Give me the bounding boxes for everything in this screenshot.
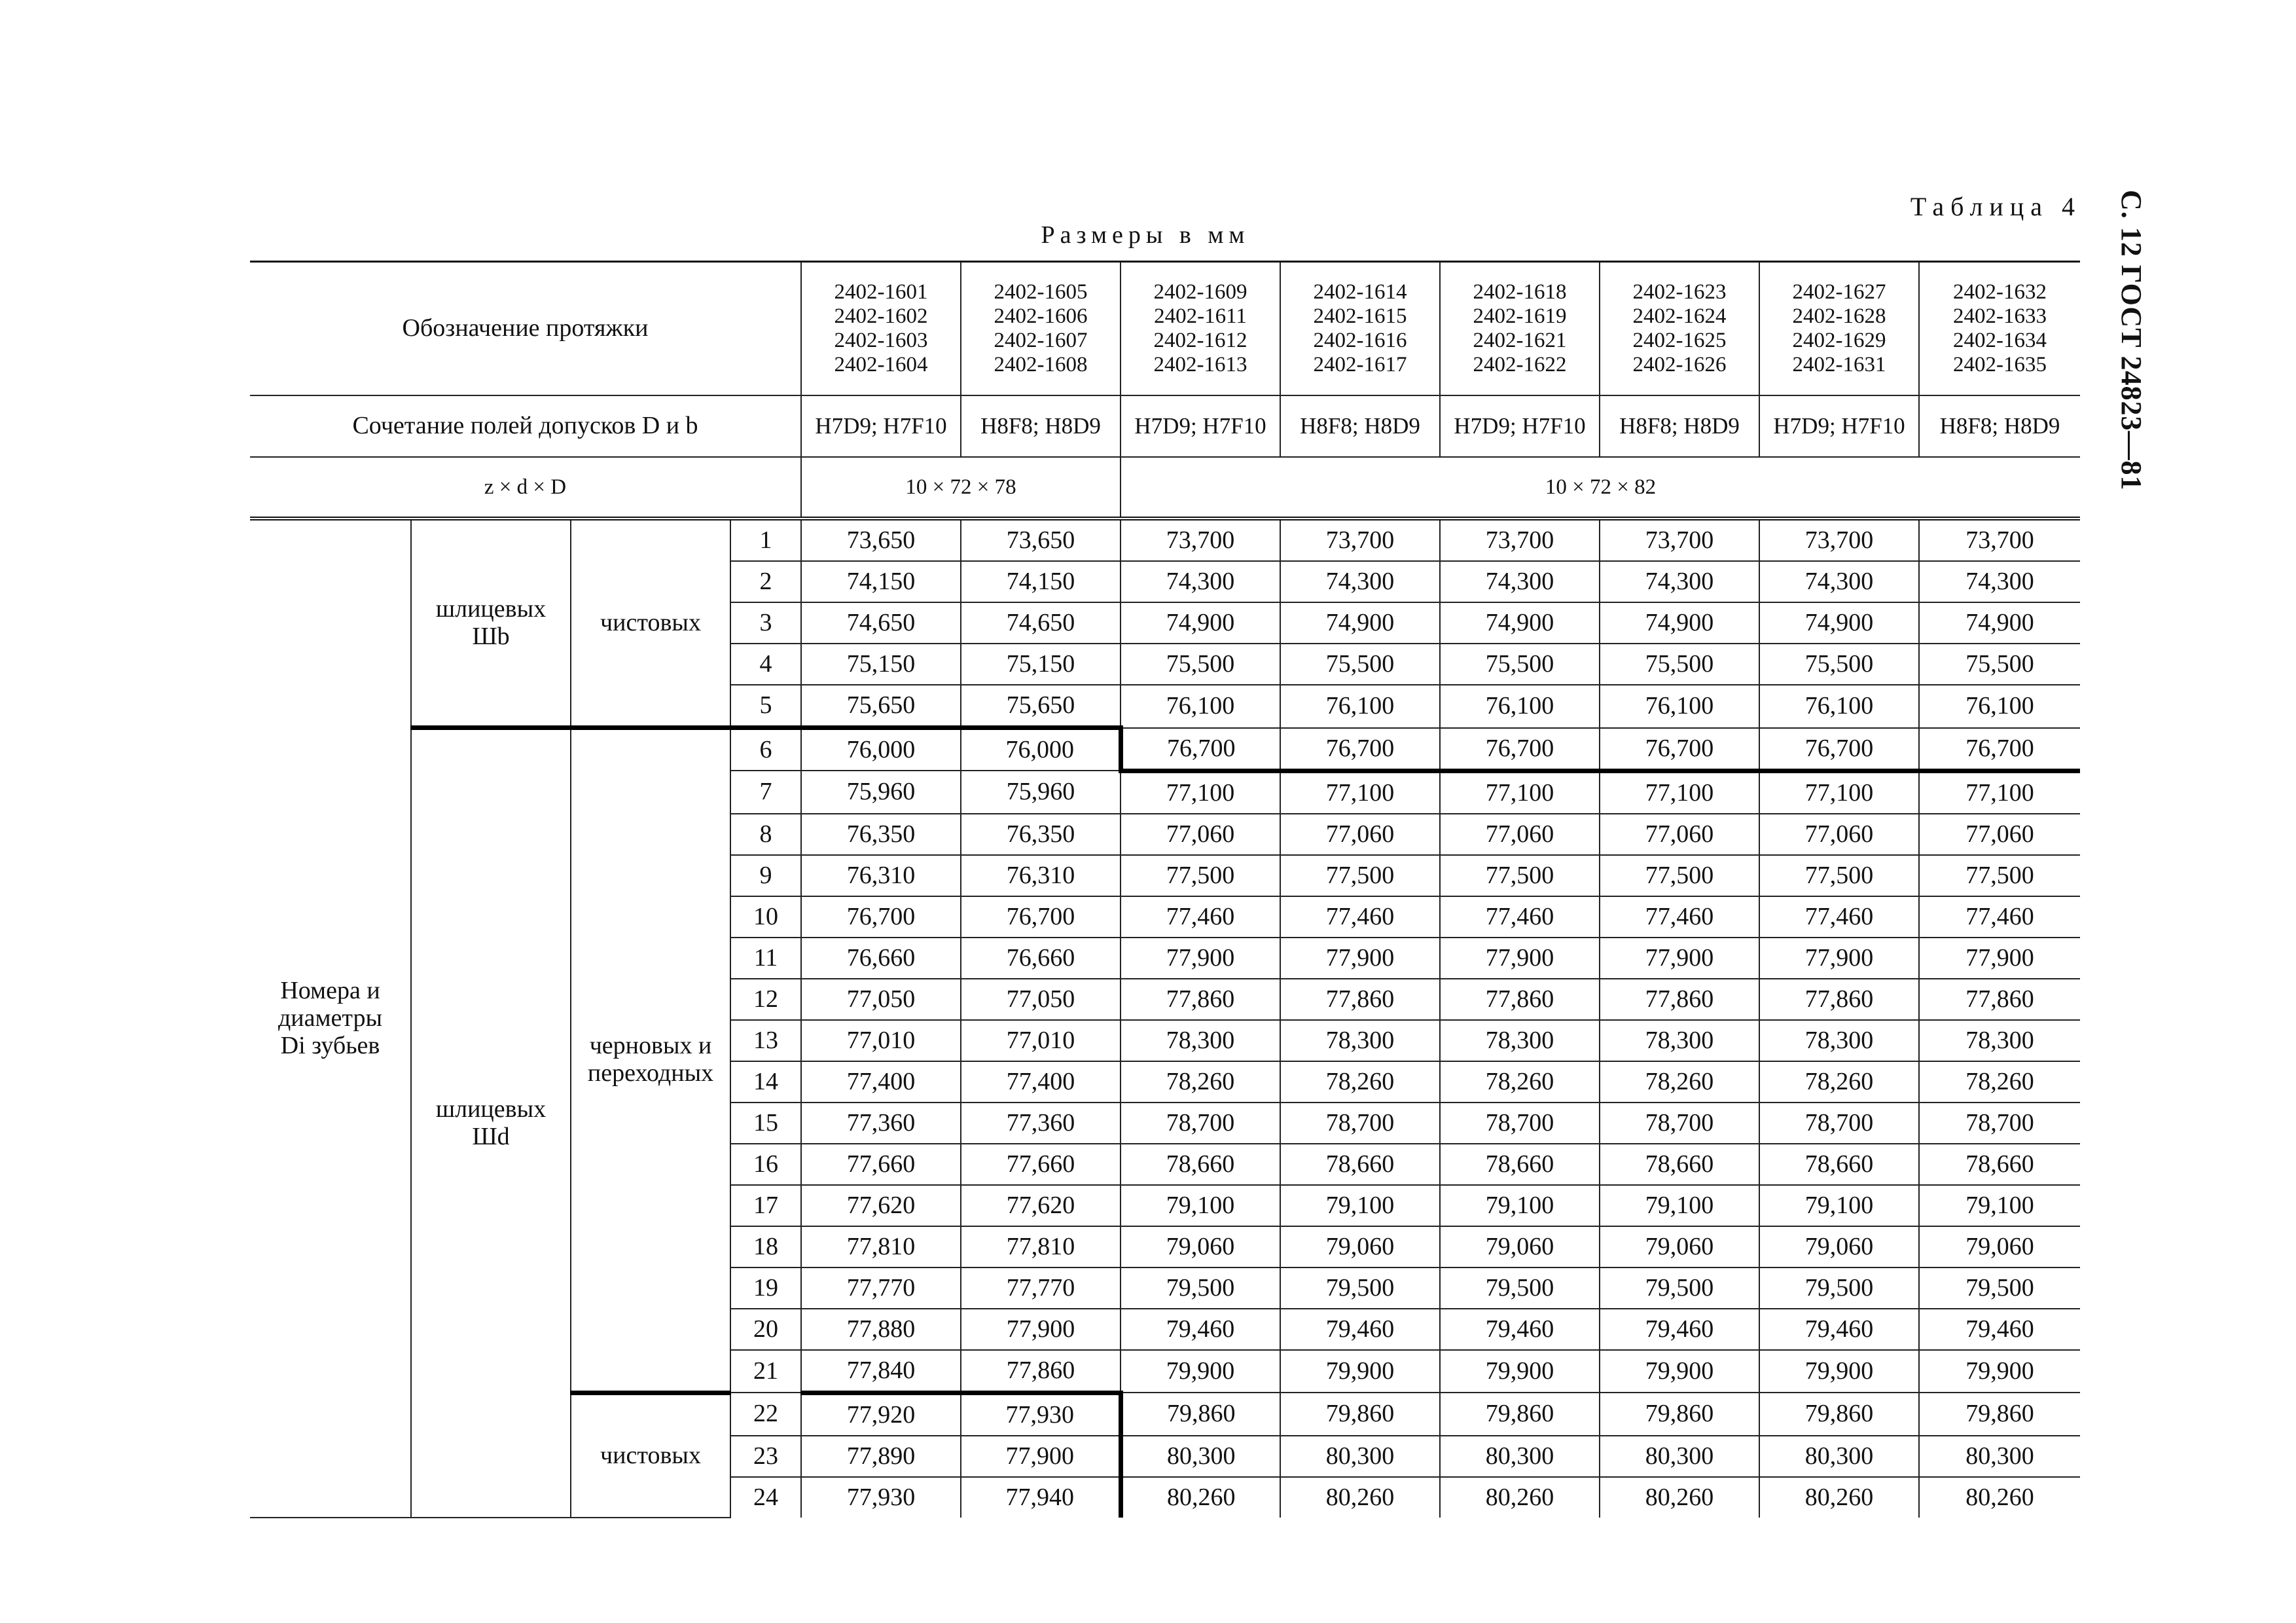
- diameter-value: 73,700: [1121, 519, 1280, 561]
- diameter-value: 77,900: [1280, 938, 1440, 979]
- code: 2402-1633: [1953, 304, 2047, 329]
- tooth-number: 18: [730, 1226, 801, 1267]
- diameter-value: 73,650: [801, 519, 961, 561]
- diameter-value: 76,700: [1600, 728, 1759, 771]
- diameter-value: 77,900: [1919, 938, 2080, 979]
- tooth-number: 10: [730, 896, 801, 938]
- diameter-value: 74,300: [1440, 561, 1600, 602]
- diameter-value: 78,700: [1440, 1103, 1600, 1144]
- diameter-value: 75,650: [801, 685, 961, 728]
- diameter-value: 75,150: [961, 644, 1121, 685]
- diameter-value: 77,460: [1600, 896, 1759, 938]
- diameter-value: 74,650: [961, 602, 1121, 644]
- diameter-value: 77,010: [801, 1020, 961, 1061]
- diameter-value: 76,000: [961, 728, 1121, 771]
- code: 2402-1615: [1313, 304, 1407, 329]
- tooth-number: 23: [730, 1436, 801, 1477]
- table-row: [250, 519, 2080, 561]
- header-row-size: [250, 457, 2080, 519]
- diameter-value: 78,260: [1600, 1061, 1759, 1103]
- diameter-value: 79,860: [1919, 1393, 2080, 1436]
- diameter-value: 77,460: [1280, 896, 1440, 938]
- code: 2402-1616: [1313, 329, 1407, 352]
- diameter-value: 75,650: [961, 685, 1121, 728]
- diameter-value: 77,930: [961, 1393, 1121, 1436]
- page-side-title: [2114, 190, 2153, 491]
- diameter-value: 77,060: [1280, 814, 1440, 855]
- diameter-value: 77,900: [961, 1309, 1121, 1350]
- diameter-value: 76,700: [801, 896, 961, 938]
- diameter-value: 77,100: [1919, 771, 2080, 814]
- diameter-value: 77,660: [961, 1144, 1121, 1185]
- code: 2402-1623: [1632, 280, 1727, 304]
- diameter-value: 79,460: [1280, 1309, 1440, 1350]
- diameter-value: 74,900: [1440, 602, 1600, 644]
- diameter-value: 77,900: [1121, 938, 1280, 979]
- diameter-value: 77,500: [1919, 855, 2080, 896]
- code: 2402-1617: [1313, 352, 1407, 376]
- diameter-value: 79,460: [1440, 1309, 1600, 1350]
- diameter-value: 78,660: [1919, 1144, 2080, 1185]
- label-line: черновых и: [589, 1032, 712, 1060]
- diameter-value: 77,810: [801, 1226, 961, 1267]
- tolerance-label: Сочетание полей допусков D и b: [250, 395, 801, 457]
- diameter-value: 79,860: [1121, 1393, 1280, 1436]
- size-group-82: 10 × 72 × 82: [1121, 457, 2080, 519]
- diameter-value: 78,260: [1440, 1061, 1600, 1103]
- diameter-value: 74,150: [961, 561, 1121, 602]
- label-line: переходных: [587, 1059, 714, 1087]
- diameter-value: 78,300: [1759, 1020, 1919, 1061]
- diameter-value: 80,300: [1280, 1436, 1440, 1477]
- diameter-value: 73,700: [1919, 519, 2080, 561]
- diameter-value: 77,900: [961, 1436, 1121, 1477]
- diameter-value: 73,700: [1440, 519, 1600, 561]
- diameter-value: 79,860: [1600, 1393, 1759, 1436]
- tolerance-cell: H8F8; H8D9: [961, 395, 1121, 457]
- tooth-number: 14: [730, 1061, 801, 1103]
- diameter-value: 80,260: [1121, 1477, 1280, 1518]
- diameter-value: 77,400: [961, 1061, 1121, 1103]
- tooth-number: 13: [730, 1020, 801, 1061]
- diameter-value: 74,900: [1121, 602, 1280, 644]
- diameter-value: 78,700: [1919, 1103, 2080, 1144]
- diameter-value: 75,500: [1759, 644, 1919, 685]
- diameter-value: 77,770: [961, 1267, 1121, 1309]
- diameter-value: 79,900: [1440, 1350, 1600, 1393]
- diameter-value: 75,960: [801, 771, 961, 814]
- code: 2402-1603: [834, 329, 928, 352]
- diameter-value: 79,900: [1280, 1350, 1440, 1393]
- code: 2402-1604: [834, 352, 928, 376]
- diameter-value: 73,700: [1600, 519, 1759, 561]
- diameter-value: 75,150: [801, 644, 961, 685]
- units-caption: Размеры в мм: [1041, 221, 1250, 249]
- diameter-value: 77,460: [1919, 896, 2080, 938]
- diameter-value: 76,100: [1121, 685, 1280, 728]
- diameter-value: 77,460: [1759, 896, 1919, 938]
- code: 2402-1627: [1792, 280, 1886, 304]
- diameter-value: 74,300: [1759, 561, 1919, 602]
- designation-label: Обозначение протяжки: [250, 262, 801, 396]
- label-line: шлицевых: [435, 1095, 547, 1123]
- diameter-value: 79,860: [1759, 1393, 1919, 1436]
- diameter-value: 80,300: [1600, 1436, 1759, 1477]
- tooth-number: 9: [730, 855, 801, 896]
- tolerance-cell: H8F8; H8D9: [1919, 395, 2080, 457]
- diameter-value: 78,700: [1280, 1103, 1440, 1144]
- tolerance-cell: H7D9; H7F10: [1121, 395, 1280, 457]
- diameter-value: 78,660: [1280, 1144, 1440, 1185]
- diameter-value: 76,100: [1759, 685, 1919, 728]
- code: 2402-1608: [994, 352, 1088, 376]
- diameter-value: 74,900: [1280, 602, 1440, 644]
- diameter-value: 77,860: [1600, 979, 1759, 1020]
- code: 2402-1631: [1792, 352, 1886, 376]
- diameter-value: 76,700: [1759, 728, 1919, 771]
- diameter-value: 77,620: [801, 1185, 961, 1226]
- diameter-value: 78,660: [1600, 1144, 1759, 1185]
- diameter-value: 78,660: [1759, 1144, 1919, 1185]
- tooth-number: 6: [730, 728, 801, 771]
- diameter-value: 77,930: [801, 1477, 961, 1518]
- finishing-label-2: чистовых: [571, 1393, 730, 1518]
- diameter-value: 79,460: [1600, 1309, 1759, 1350]
- diameter-value: 79,100: [1919, 1185, 2080, 1226]
- code: 2402-1602: [834, 304, 928, 329]
- diameter-value: 74,650: [801, 602, 961, 644]
- diameter-value: 79,100: [1759, 1185, 1919, 1226]
- diameter-value: 77,500: [1600, 855, 1759, 896]
- diameter-value: 76,310: [961, 855, 1121, 896]
- diameter-value: 77,100: [1600, 771, 1759, 814]
- code: 2402-1619: [1473, 304, 1567, 329]
- finishing-label: чистовых: [571, 519, 730, 728]
- code: 2402-1606: [994, 304, 1088, 329]
- code: 2402-1607: [994, 329, 1088, 352]
- table-label: Таблица 4: [1910, 192, 2081, 221]
- diameter-value: 79,460: [1759, 1309, 1919, 1350]
- size-group-78: 10 × 72 × 78: [801, 457, 1121, 519]
- tooth-number: 16: [730, 1144, 801, 1185]
- diameter-value: 79,060: [1280, 1226, 1440, 1267]
- diameter-value: 75,500: [1280, 644, 1440, 685]
- diameter-value: 79,500: [1440, 1267, 1600, 1309]
- page-side-title-text: С. 12 ГОСТ 24823—81: [2115, 190, 2147, 491]
- tooth-number: 15: [730, 1103, 801, 1144]
- diameter-value: 79,460: [1919, 1309, 2080, 1350]
- diameter-value: 80,300: [1121, 1436, 1280, 1477]
- diameter-value: 78,700: [1121, 1103, 1280, 1144]
- diameter-value: 76,100: [1600, 685, 1759, 728]
- diameter-value: 80,260: [1600, 1477, 1759, 1518]
- code: 2402-1612: [1153, 329, 1247, 352]
- diameter-value: 77,500: [1440, 855, 1600, 896]
- diameter-value: 79,900: [1919, 1350, 2080, 1393]
- code: 2402-1601: [834, 280, 928, 304]
- diameter-value: 79,900: [1121, 1350, 1280, 1393]
- diameter-value: 79,860: [1280, 1393, 1440, 1436]
- diameter-value: 73,700: [1759, 519, 1919, 561]
- diameter-value: 80,300: [1440, 1436, 1600, 1477]
- diameter-value: 78,300: [1600, 1020, 1759, 1061]
- diameter-value: 78,260: [1280, 1061, 1440, 1103]
- diameter-value: 78,260: [1919, 1061, 2080, 1103]
- label-line: Шd: [472, 1122, 510, 1150]
- diameter-value: 77,060: [1600, 814, 1759, 855]
- diameter-value: 77,100: [1759, 771, 1919, 814]
- diameter-value: 76,660: [801, 938, 961, 979]
- diameter-value: 77,060: [1759, 814, 1919, 855]
- diameter-value: 77,840: [801, 1350, 961, 1393]
- diameter-value: 78,300: [1121, 1020, 1280, 1061]
- diameter-value: 76,000: [801, 728, 961, 771]
- diameter-value: 80,300: [1759, 1436, 1919, 1477]
- label-line: Номера и: [280, 977, 380, 1005]
- label-line: шлицевых: [435, 594, 547, 623]
- tooth-number: 22: [730, 1393, 801, 1436]
- diameter-value: 79,500: [1121, 1267, 1280, 1309]
- diameter-value: 77,050: [801, 979, 961, 1020]
- diameter-value: 77,360: [801, 1103, 961, 1144]
- codes-cell: [961, 262, 1121, 396]
- diameter-value: 77,010: [961, 1020, 1121, 1061]
- diameter-value: 77,100: [1440, 771, 1600, 814]
- diameter-value: 79,500: [1600, 1267, 1759, 1309]
- diameter-value: 77,500: [1121, 855, 1280, 896]
- diameter-value: 77,620: [961, 1185, 1121, 1226]
- tolerance-cell: H7D9; H7F10: [801, 395, 961, 457]
- diameter-value: 78,260: [1121, 1061, 1280, 1103]
- diameter-value: 79,100: [1121, 1185, 1280, 1226]
- diameter-value: 80,260: [1759, 1477, 1919, 1518]
- diameter-value: 77,060: [1440, 814, 1600, 855]
- diameter-value: 77,890: [801, 1436, 961, 1477]
- diameter-value: 79,100: [1440, 1185, 1600, 1226]
- tooth-number: 11: [730, 938, 801, 979]
- diameter-value: 76,660: [961, 938, 1121, 979]
- table-body: [250, 262, 2080, 1518]
- tooth-number: 4: [730, 644, 801, 685]
- diameter-value: 78,300: [1280, 1020, 1440, 1061]
- diameter-value: 75,500: [1919, 644, 2080, 685]
- code: 2402-1632: [1953, 280, 2047, 304]
- diameter-value: 77,060: [1121, 814, 1280, 855]
- diameter-value: 78,660: [1440, 1144, 1600, 1185]
- diameter-value: 76,100: [1440, 685, 1600, 728]
- diameter-value: 75,500: [1121, 644, 1280, 685]
- diameter-value: 74,150: [801, 561, 961, 602]
- table-row: [250, 728, 2080, 771]
- diameter-value: 79,500: [1759, 1267, 1919, 1309]
- roughing-label: [571, 728, 730, 1393]
- diameter-value: 79,060: [1440, 1226, 1600, 1267]
- code: 2402-1625: [1632, 329, 1727, 352]
- codes-cell: [1919, 262, 2080, 396]
- code: 2402-1613: [1153, 352, 1247, 376]
- diameter-value: 76,350: [801, 814, 961, 855]
- diameter-value: 79,900: [1600, 1350, 1759, 1393]
- tooth-number: 5: [730, 685, 801, 728]
- diameter-value: 79,060: [1919, 1226, 2080, 1267]
- tooth-number: 1: [730, 519, 801, 561]
- diameter-value: 77,900: [1440, 938, 1600, 979]
- diameter-value: 79,860: [1440, 1393, 1600, 1436]
- diameter-value: 76,100: [1280, 685, 1440, 728]
- label-line: диаметры: [278, 1004, 383, 1032]
- diameter-value: 79,060: [1121, 1226, 1280, 1267]
- diameter-value: 77,770: [801, 1267, 961, 1309]
- tooth-number: 12: [730, 979, 801, 1020]
- diameter-value: 78,300: [1919, 1020, 2080, 1061]
- diameter-value: 74,300: [1280, 561, 1440, 602]
- code: 2402-1624: [1632, 304, 1727, 329]
- tooth-number: 2: [730, 561, 801, 602]
- diameter-value: 74,900: [1759, 602, 1919, 644]
- diameter-value: 77,860: [1121, 979, 1280, 1020]
- code: 2402-1618: [1473, 280, 1567, 304]
- tooth-number: 3: [730, 602, 801, 644]
- label-line: Di зубьев: [280, 1031, 380, 1059]
- diameter-value: 77,100: [1280, 771, 1440, 814]
- diameter-value: 74,300: [1919, 561, 2080, 602]
- tooth-number: 8: [730, 814, 801, 855]
- diameter-value: 77,920: [801, 1393, 961, 1436]
- diameter-value: 75,500: [1440, 644, 1600, 685]
- diameter-value: 77,880: [801, 1309, 961, 1350]
- diameter-value: 74,900: [1919, 602, 2080, 644]
- diameter-value: 78,260: [1759, 1061, 1919, 1103]
- diameter-value: 77,050: [961, 979, 1121, 1020]
- code: 2402-1611: [1154, 304, 1247, 329]
- diameter-value: 77,860: [1440, 979, 1600, 1020]
- spline-b-label: [411, 519, 571, 728]
- codes-cell: [1759, 262, 1919, 396]
- diameter-value: 77,940: [961, 1477, 1121, 1518]
- diameter-value: 77,860: [1280, 979, 1440, 1020]
- header-row-tolerances: [250, 395, 2080, 457]
- diameter-value: 75,500: [1600, 644, 1759, 685]
- code: 2402-1609: [1153, 280, 1247, 304]
- tolerance-cell: H8F8; H8D9: [1280, 395, 1440, 457]
- diameter-value: 73,650: [961, 519, 1121, 561]
- diameter-value: 79,500: [1919, 1267, 2080, 1309]
- diameter-value: 74,300: [1600, 561, 1759, 602]
- diameter-value: 76,100: [1919, 685, 2080, 728]
- code: 2402-1605: [994, 280, 1088, 304]
- diameter-value: 77,500: [1280, 855, 1440, 896]
- diameter-value: 77,810: [961, 1226, 1121, 1267]
- diameter-value: 79,100: [1280, 1185, 1440, 1226]
- codes-cell: [801, 262, 961, 396]
- diameter-value: 78,300: [1440, 1020, 1600, 1061]
- code: 2402-1622: [1473, 352, 1567, 376]
- tolerance-cell: H8F8; H8D9: [1600, 395, 1759, 457]
- diameter-value: 77,860: [1919, 979, 2080, 1020]
- tooth-number: 7: [730, 771, 801, 814]
- diameter-value: 79,500: [1280, 1267, 1440, 1309]
- codes-cell: [1440, 262, 1600, 396]
- diameter-value: 76,700: [1280, 728, 1440, 771]
- diameter-value: 77,400: [801, 1061, 961, 1103]
- diameter-value: 74,900: [1600, 602, 1759, 644]
- codes-cell: [1280, 262, 1440, 396]
- tolerance-cell: H7D9; H7F10: [1440, 395, 1600, 457]
- diameter-value: 77,500: [1759, 855, 1919, 896]
- diameter-value: 77,460: [1440, 896, 1600, 938]
- diameter-value: 77,360: [961, 1103, 1121, 1144]
- diameter-value: 78,700: [1600, 1103, 1759, 1144]
- diameter-value: 77,060: [1919, 814, 2080, 855]
- diameter-value: 77,460: [1121, 896, 1280, 938]
- code: 2402-1635: [1953, 352, 2047, 376]
- code: 2402-1621: [1473, 329, 1567, 352]
- tolerance-cell: H7D9; H7F10: [1759, 395, 1919, 457]
- diameter-value: 80,300: [1919, 1436, 2080, 1477]
- diameter-value: 76,700: [1919, 728, 2080, 771]
- codes-cell: [1600, 262, 1759, 396]
- diameter-value: 79,460: [1121, 1309, 1280, 1350]
- tooth-number: 17: [730, 1185, 801, 1226]
- teeth-numbers-diameters-label: [250, 519, 411, 1518]
- code: 2402-1629: [1792, 329, 1886, 352]
- code: 2402-1634: [1953, 329, 2047, 352]
- diameter-value: 77,860: [961, 1350, 1121, 1393]
- code: 2402-1626: [1632, 352, 1727, 376]
- tooth-number: 24: [730, 1477, 801, 1518]
- diameter-value: 76,350: [961, 814, 1121, 855]
- diameter-value: 76,700: [961, 896, 1121, 938]
- diameter-value: 77,900: [1600, 938, 1759, 979]
- diameter-value: 79,900: [1759, 1350, 1919, 1393]
- diameter-value: 73,700: [1280, 519, 1440, 561]
- diameter-value: 77,860: [1759, 979, 1919, 1020]
- diameter-value: 80,260: [1440, 1477, 1600, 1518]
- size-label: z × d × D: [250, 457, 801, 519]
- tooth-number: 20: [730, 1309, 801, 1350]
- codes-cell: [1121, 262, 1280, 396]
- code: 2402-1614: [1313, 280, 1407, 304]
- diameter-value: 80,260: [1280, 1477, 1440, 1518]
- diameter-value: 77,100: [1121, 771, 1280, 814]
- spline-d-label: [411, 728, 571, 1518]
- diameter-value: 77,900: [1759, 938, 1919, 979]
- diameter-value: 80,260: [1919, 1477, 2080, 1518]
- diameter-value: 75,960: [961, 771, 1121, 814]
- diameter-value: 79,100: [1600, 1185, 1759, 1226]
- label-line: Шb: [472, 622, 510, 650]
- tooth-number: 21: [730, 1350, 801, 1393]
- diameter-value: 76,700: [1121, 728, 1280, 771]
- tooth-number: 19: [730, 1267, 801, 1309]
- diameter-value: 78,660: [1121, 1144, 1280, 1185]
- diameter-value: 76,310: [801, 855, 961, 896]
- diameter-value: 77,660: [801, 1144, 961, 1185]
- diameter-value: 79,060: [1600, 1226, 1759, 1267]
- diameter-value: 74,300: [1121, 561, 1280, 602]
- dimensions-table: [250, 261, 2080, 1518]
- diameter-value: 78,700: [1759, 1103, 1919, 1144]
- diameter-value: 79,060: [1759, 1226, 1919, 1267]
- header-row-designation: [250, 262, 2080, 396]
- diameter-value: 76,700: [1440, 728, 1600, 771]
- code: 2402-1628: [1792, 304, 1886, 329]
